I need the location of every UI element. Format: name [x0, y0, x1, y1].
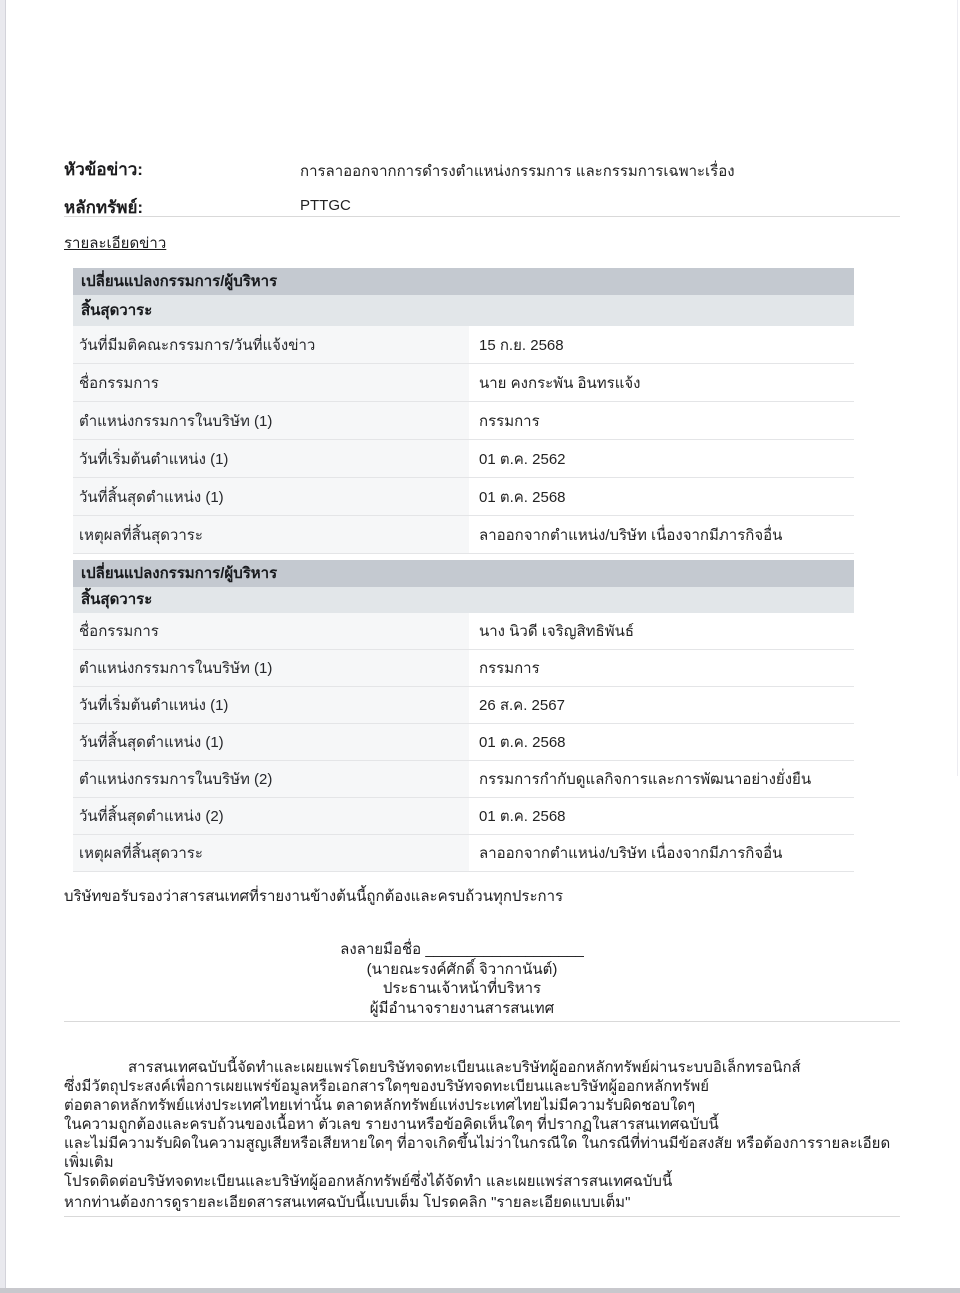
divider-top [64, 216, 900, 217]
table-row [73, 724, 854, 761]
row-label: วันที่สิ้นสุดตำแหน่ง (1) [73, 724, 469, 760]
full-detail-note: หากท่านต้องการดูรายละเอียดสารสนเทศฉบับนี้แบบเต็ม โปรดคลิก "รายละเอียดแบบเต็ม" [64, 1194, 631, 1211]
disclaimer-line: ซึ่งมีวัตถุประสงค์เพื่อการเผยแพร่ข้อมูลหรือเอกสารใดๆของบริษัทจดทะเบียนและบริษัทผู้ออกหลักทรัพย์ [64, 1078, 710, 1095]
row-label: ชื่อกรรมการ [73, 364, 469, 401]
disclaimer-paragraph [64, 1058, 900, 1191]
news-topic-row [64, 156, 900, 183]
security-value: PTTGC [300, 197, 351, 214]
table-row [73, 687, 854, 724]
row-value: นาง นิวดี เจริญสิทธิพันธ์ [469, 613, 854, 649]
row-label: ชื่อกรรมการ [73, 613, 469, 649]
news-topic-label: หัวข้อข่าว: [64, 160, 143, 179]
sign-underscore: ___________________ [425, 941, 584, 958]
table-row [73, 835, 854, 872]
security-label: หลักทรัพย์: [64, 198, 144, 217]
table-row [73, 798, 854, 835]
signatory-authority: ผู้มีอำนาจรายงานสารสนเทศ [369, 999, 555, 1017]
row-value: กรรมการ [469, 402, 854, 439]
table-row [73, 516, 854, 554]
row-label: ตำแหน่งกรรมการในบริษัท (1) [73, 650, 469, 686]
news-headline-block [64, 156, 900, 232]
table-row [73, 761, 854, 798]
row-label: ตำแหน่งกรรมการในบริษัท (1) [73, 402, 469, 439]
disclaimer-line: โปรดติดต่อบริษัทจดทะเบียนและบริษัทผู้ออกหลักทรัพย์ซึ่งได้จัดทำ และเผยแพร่สารสนเทศฉบับนี้ [64, 1173, 673, 1190]
table-row [73, 326, 854, 364]
section-subtitle: สิ้นสุดวาระ [73, 587, 854, 613]
row-value: กรรมการ [469, 650, 854, 686]
signatory-position: ประธานเจ้าหน้าที่บริหาร [382, 980, 542, 997]
signature-block [282, 940, 642, 1018]
table-row [73, 364, 854, 402]
divider-signature [64, 1021, 900, 1022]
row-value: 01 ต.ค. 2568 [469, 798, 854, 834]
row-value: ลาออกจากตำแหน่ง/บริษัท เนื่องจากมีภารกิจอื่น [469, 516, 854, 553]
row-label: วันที่สิ้นสุดตำแหน่ง (2) [73, 798, 469, 834]
row-label: วันที่สิ้นสุดตำแหน่ง (1) [73, 478, 469, 515]
divider-bottom [64, 1216, 900, 1217]
news-details-heading: รายละเอียดข่าว [64, 235, 167, 252]
section-subtitle: สิ้นสุดวาระ [73, 295, 854, 326]
table-row [73, 650, 854, 687]
signatory-name: (นายณะรงค์ศักดิ์ จิวากานันต์) [366, 960, 558, 978]
sign-label: ลงลายมือชื่อ [340, 941, 422, 958]
news-topic-value: การลาออกจากการดำรงตำแหน่งกรรมการ และกรรมการเฉพาะเรื่อง [300, 163, 735, 180]
row-label: วันที่มีมติคณะกรรมการ/วันที่แจ้งข่าว [73, 326, 469, 363]
row-label: วันที่เริ่มต้นตำแหน่ง (1) [73, 440, 469, 477]
section-title: เปลี่ยนแปลงกรรมการ/ผู้บริหาร [73, 560, 854, 587]
row-label: เหตุผลที่สิ้นสุดวาระ [73, 516, 469, 553]
row-value: 26 ส.ค. 2567 [469, 687, 854, 723]
disclaimer-line: สารสนเทศฉบับนี้จัดทำและเผยแพร่โดยบริษัทจดทะเบียนและบริษัทผู้ออกหลักทรัพย์ผ่านระบบอิเล็กทรอนิกส์ [128, 1059, 801, 1076]
row-label: ตำแหน่งกรรมการในบริษัท (2) [73, 761, 469, 797]
row-value: 01 ต.ค. 2562 [469, 440, 854, 477]
row-value: นาย คงกระพัน อินทรแจ้ง [469, 364, 854, 401]
row-value: ลาออกจากตำแหน่ง/บริษัท เนื่องจากมีภารกิจอื่น [469, 835, 854, 871]
change-directors-section-1 [73, 268, 854, 554]
row-label: เหตุผลที่สิ้นสุดวาระ [73, 835, 469, 871]
section-title: เปลี่ยนแปลงกรรมการ/ผู้บริหาร [73, 268, 854, 295]
certification-statement: บริษัทขอรับรองว่าสารสนเทศที่รายงานข้างต้นนี้ถูกต้องและครบถ้วนทุกประการ [64, 888, 564, 905]
disclaimer-line: ในความถูกต้องและครบถ้วนของเนื้อหา ตัวเลข รายงานหรือข้อคิดเห็นใดๆ ที่ปรากฏในสารสนเทศฉบับนี้ [64, 1116, 719, 1133]
row-value: กรรมการกำกับดูแลกิจการและการพัฒนาอย่างยั่งยืน [469, 761, 854, 797]
row-value: 01 ต.ค. 2568 [469, 724, 854, 760]
row-value: 15 ก.ย. 2568 [469, 326, 854, 363]
table-row [73, 402, 854, 440]
page-right-edge [957, 0, 958, 776]
table-row [73, 440, 854, 478]
table-row [73, 478, 854, 516]
page-left-edge [0, 0, 6, 1293]
disclaimer-line: ต่อตลาดหลักทรัพย์แห่งประเทศไทยเท่านั้น ตลาดหลักทรัพย์แห่งประเทศไทยไม่มีความรับผิดชอบใดๆ [64, 1097, 696, 1114]
document-content [64, 0, 900, 1293]
row-value: 01 ต.ค. 2568 [469, 478, 854, 515]
table-row [73, 613, 854, 650]
disclaimer-line: และไม่มีความรับผิดในความสูญเสียหรือเสียหายใดๆ ที่อาจเกิดขึ้นไม่ว่าในกรณีใด ในกรณีที่ท่านมีข้อสงสัย หรือต้องการรายละเอียดเพิ่มเติม [64, 1135, 891, 1171]
signature-line [282, 940, 642, 960]
row-label: วันที่เริ่มต้นตำแหน่ง (1) [73, 687, 469, 723]
change-directors-section-2 [73, 560, 854, 872]
